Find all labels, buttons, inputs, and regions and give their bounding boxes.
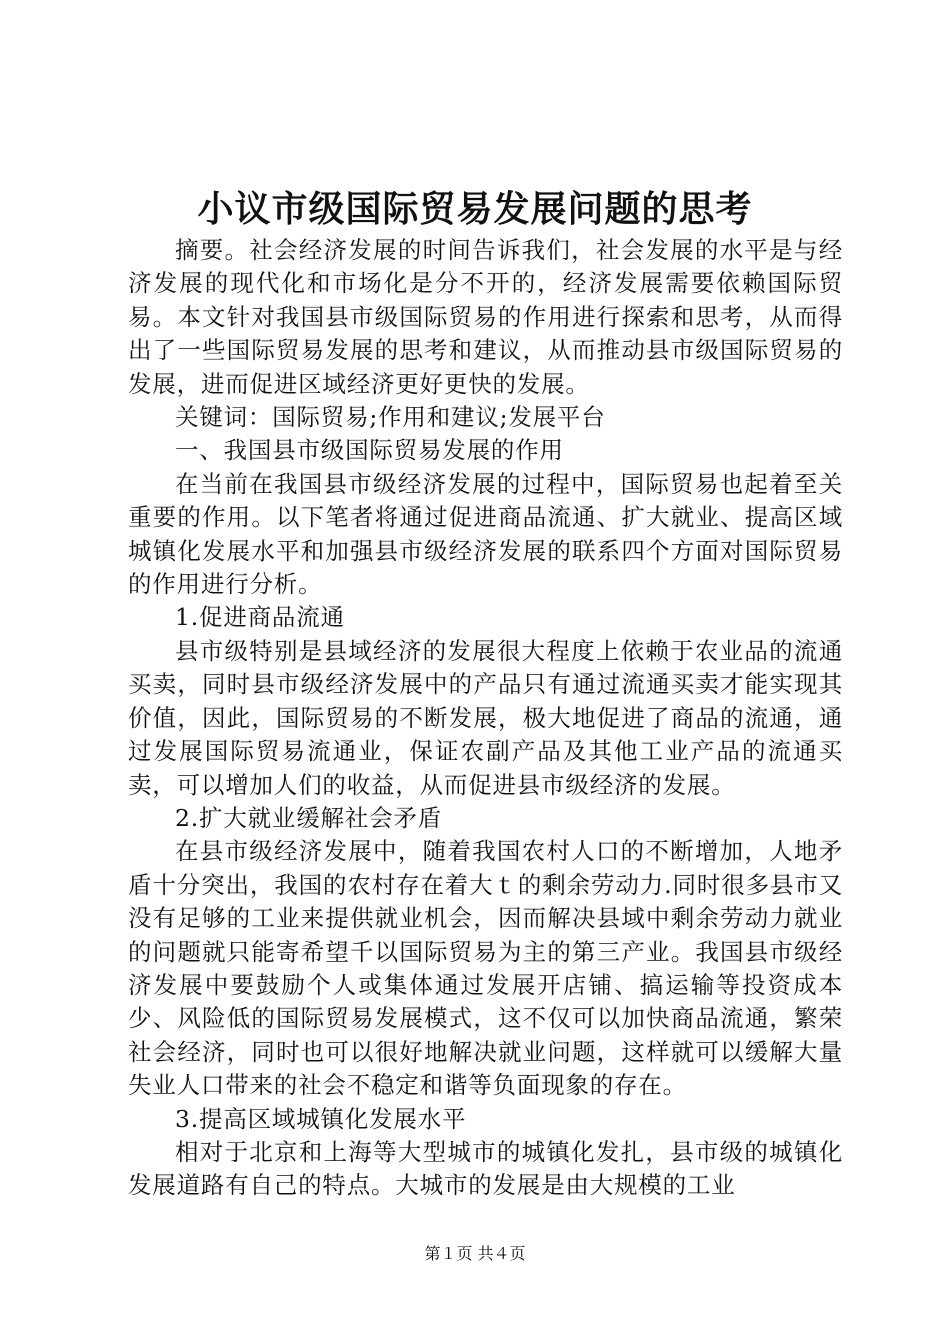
subsection-heading: 1.促进商品流通 — [175, 603, 345, 632]
page-number-footer: 第１页 共４页 — [424, 1244, 526, 1263]
body-paragraph: 在县市级经济发展中，随着我国农村人口的不断增加，人地矛盾十分突出，我国的农村存在着大ｔ的剩余劳动力.同时很多县市又没有足够的工业来提供就业机会，因而解决县域中剩余劳动力就业的问题就只能寄希望千以国际贸易为主的第三产业。我国县市级经济发展中要鼓励个人或集体通过发展开店铺、搞运输等投资成本少、风险低的国际贸易发展模式，这不仅可以加快商品流通，繁荣社会经济，同时也可以很好地解决就业问题，这样就可以缓解大量失业人口带来的社会不稳定和谐等负面现象的存在。 — [128, 837, 843, 1100]
abstract-paragraph: 摘要。社会经济发展的时间告诉我们，社会发展的水平是与经济发展的现代化和市场化是分不开的，经济发展需要依赖国际贸易。本文针对我国县市级国际贸易的作用进行探索和思考，从而得出了一些国际贸易发展的思考和建议，从而推动县市级国际贸易的发展，进而促进区域经济更好更快的发展。 — [128, 236, 843, 398]
body-paragraph: 县市级特别是县域经济的发展很大程度上依赖于农业品的流通买卖，同时县市级经济发展中的产品只有通过流通买卖才能实现其价值，因此，国际贸易的不断发展，极大地促进了商品的流通，通过发展国际贸易流通业，保证农副产品及其他工业产品的流通买卖，可以增加人们的收益，从而促进县市级经济的发展。 — [128, 636, 843, 799]
subsection-heading: 3.提高区域城镇化发展水平 — [175, 1104, 467, 1133]
document-title: 小议市级国际贸易发展问题的思考 — [197, 188, 753, 230]
keywords-paragraph: 关键词：国际贸易;作用和建议;发展平台 — [175, 403, 606, 432]
body-paragraph: 在当前在我国县市级经济发展的过程中，国际贸易也起着至关重要的作用。以下笔者将通过促进商品流通、扩大就业、提高区域城镇化发展水平和加强县市级经济发展的联系四个方面对国际贸易的作用进行分析。 — [128, 469, 843, 599]
section-heading: 一、我国县市级国际贸易发展的作用 — [175, 436, 564, 465]
subsection-heading: 2.扩大就业缓解社会矛盾 — [175, 803, 443, 832]
document-body — [128, 234, 843, 1203]
body-paragraph: 相对于北京和上海等大型城市的城镇化发扎，县市级的城镇化发展道路有自己的特点。大城市的发展是由大规模的工业 — [128, 1137, 843, 1200]
